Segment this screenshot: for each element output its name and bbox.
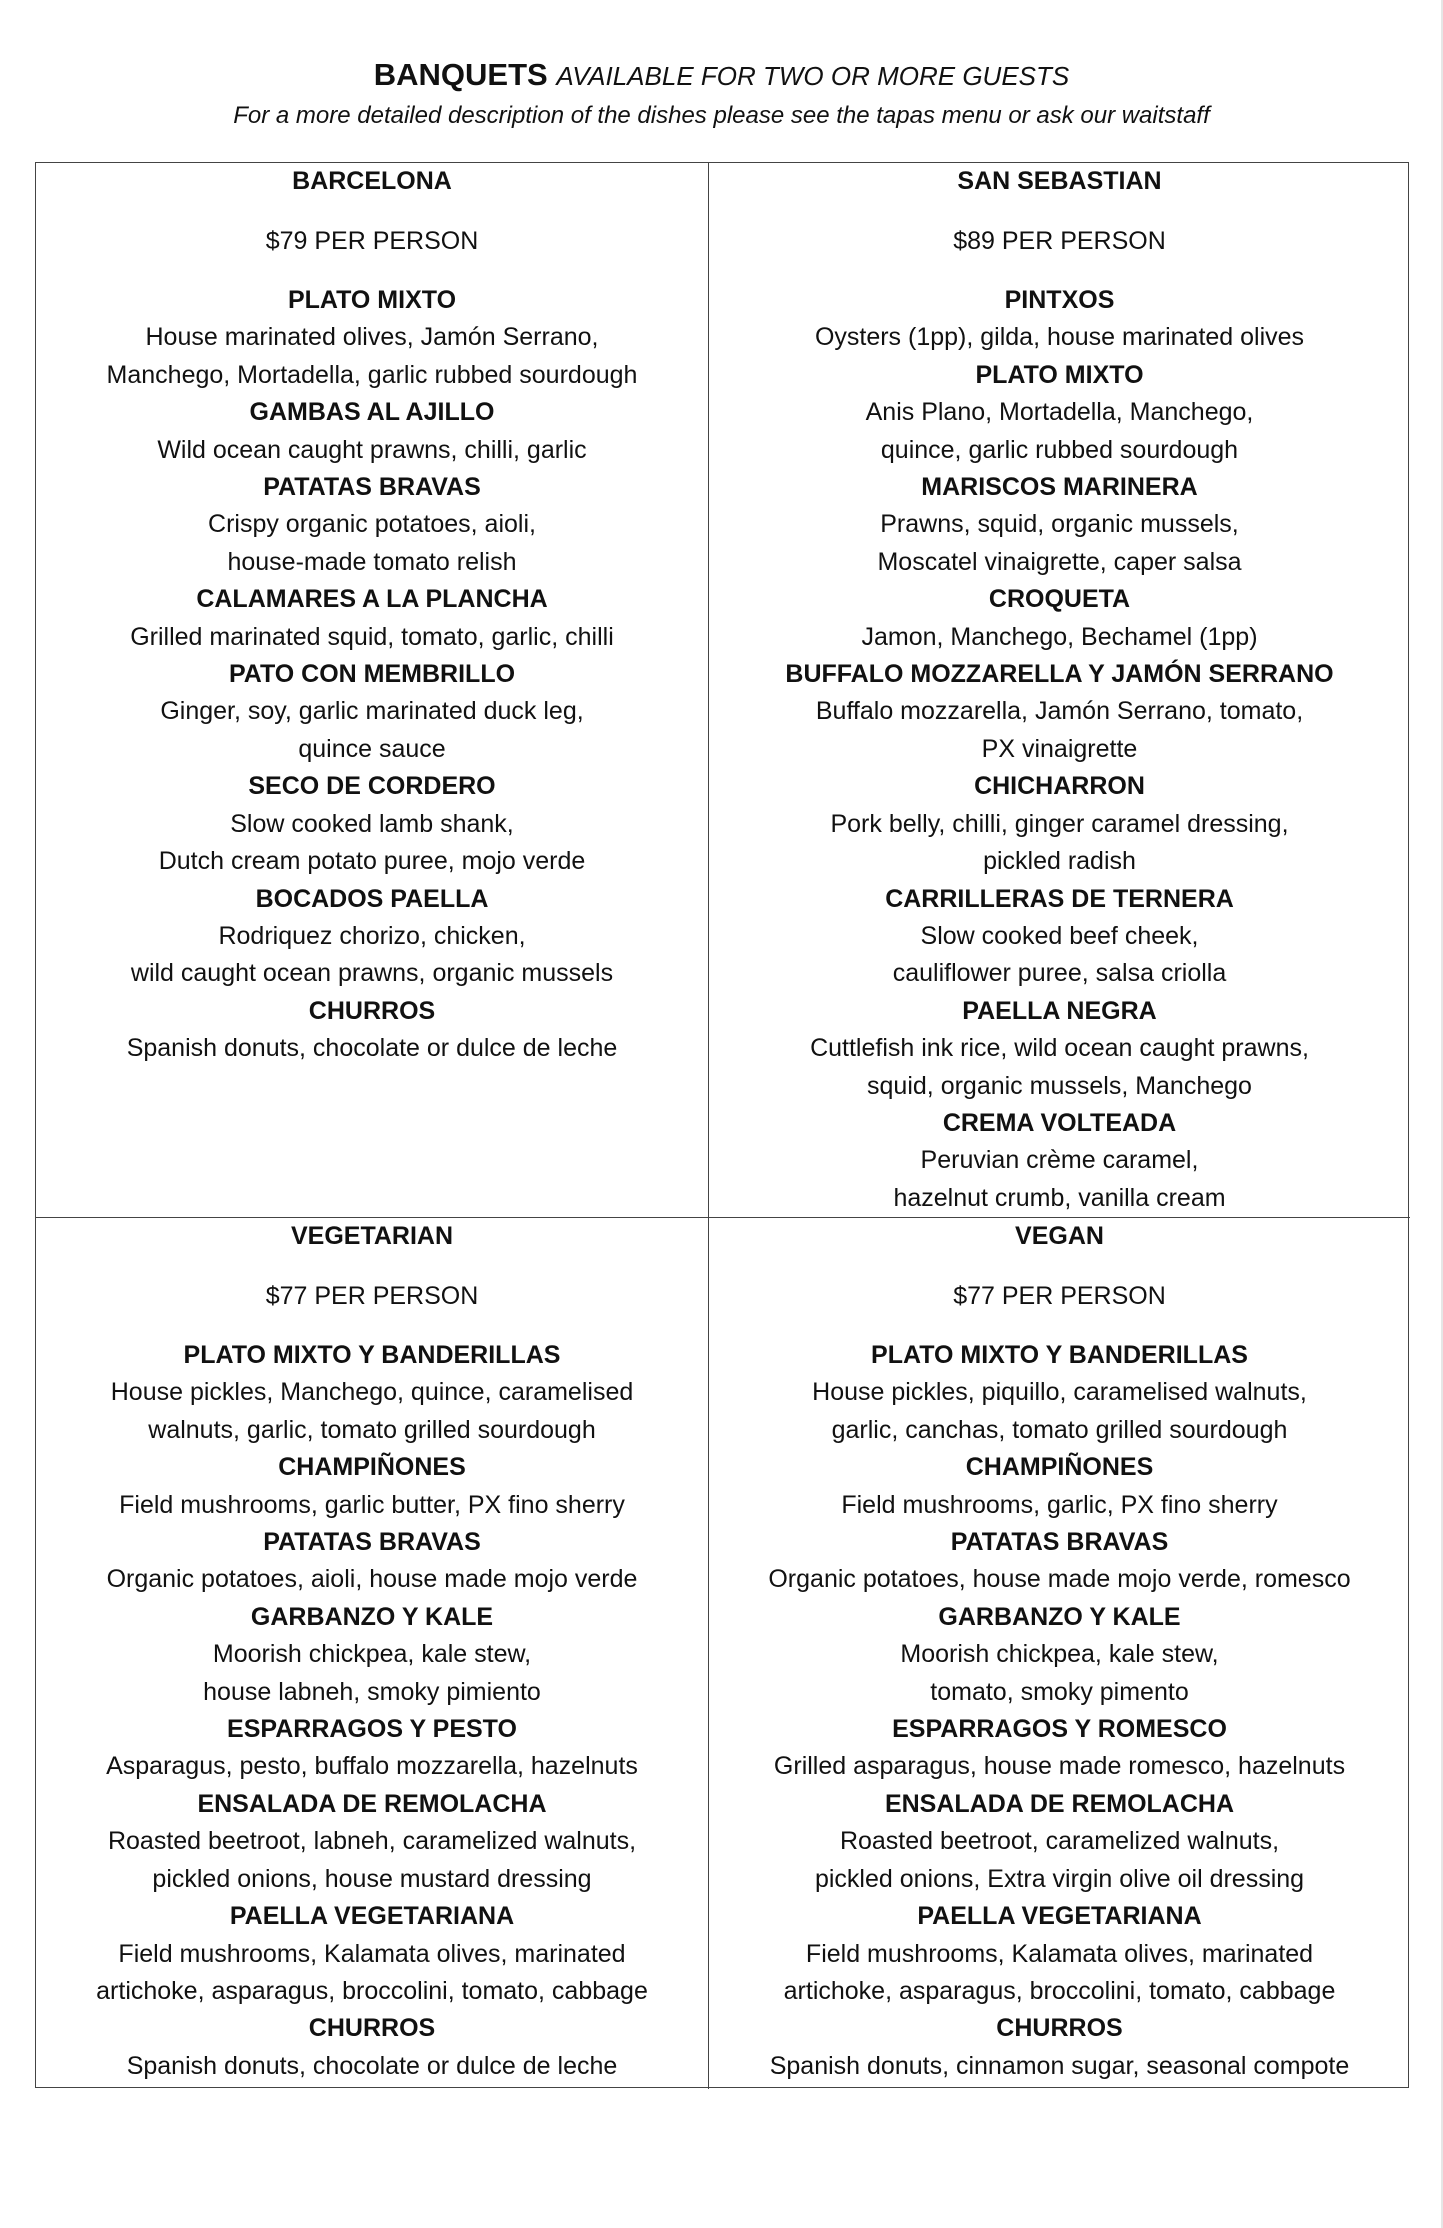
dish-description: Slow cooked beef cheek, (920, 921, 1199, 950)
dish-description: artichoke, asparagus, broccolini, tomato, cabbage (96, 1976, 648, 2005)
banquet-grid (35, 162, 1409, 2088)
dish-description: Crispy organic potatoes, aioli, (208, 510, 536, 539)
dish-description: Moorish chickpea, kale stew, (212, 1640, 532, 1669)
course-item (36, 1898, 708, 2010)
dish-description: Moorish chickpea, kale stew, (900, 1640, 1219, 1669)
course-item (36, 881, 708, 993)
course-item (36, 394, 708, 469)
course-item (709, 1337, 1410, 1449)
course-item (709, 282, 1410, 357)
dish-name: ENSALADA DE REMOLACHA (197, 1789, 547, 1818)
dish-name: CHURROS (308, 996, 436, 1025)
dish-name: PATATAS BRAVAS (950, 1528, 1169, 1557)
course-item (36, 282, 708, 394)
course-item (709, 1599, 1410, 1711)
banquet-price: $77 PER PERSON (953, 1282, 1166, 1310)
dish-description: Wild ocean caught prawns, chilli, garlic (157, 435, 587, 464)
banquet-price: $77 PER PERSON (265, 1282, 479, 1310)
dish-name: SECO DE CORDERO (248, 772, 496, 801)
banquet-price: $89 PER PERSON (953, 227, 1166, 255)
dish-description: Manchego, Mortadella, garlic rubbed sourdough (106, 360, 638, 389)
dish-description: pickled onions, Extra virgin olive oil dressing (814, 1864, 1305, 1893)
dish-description: House marinated olives, Jamón Serrano, (145, 323, 599, 352)
dish-description: squid, organic mussels, Manchego (867, 1071, 1252, 1100)
dish-description: Buffalo mozzarella, Jamón Serrano, tomato, (815, 697, 1304, 726)
dish-name: PLATO MIXTO (287, 286, 457, 314)
course-item (36, 469, 708, 581)
dish-description: Oysters (1pp), gilda, house marinated olives (814, 323, 1305, 352)
course-item (709, 1786, 1410, 1898)
dish-description: Rodriquez chorizo, chicken, (218, 921, 526, 950)
banquet-san-sebastian (709, 163, 1410, 1218)
dish-name: BUFFALO MOZZARELLA Y JAMÓN SERRANO (785, 660, 1334, 689)
dish-description: Organic potatoes, house made mojo verde, romesco (768, 1565, 1351, 1594)
dish-description: Anis Plano, Mortadella, Manchego, (865, 398, 1254, 427)
course-item (36, 1524, 708, 1599)
dish-name: CALAMARES A LA PLANCHA (196, 585, 548, 614)
dish-name: CHICHARRON (974, 772, 1145, 801)
dish-name: ENSALADA DE REMOLACHA (884, 1789, 1235, 1818)
dish-description: walnuts, garlic, tomato grilled sourdough (148, 1415, 596, 1444)
dish-description: quince, garlic rubbed sourdough (880, 435, 1239, 464)
dish-name: PATO CON MEMBRILLO (228, 660, 516, 689)
banquet-name: SAN SEBASTIAN (957, 167, 1162, 195)
dish-name: MARISCOS MARINERA (921, 473, 1198, 502)
course-item (709, 469, 1410, 581)
dish-description: Asparagus, pesto, buffalo mozzarella, hazelnuts (106, 1752, 638, 1781)
dish-description: House pickles, piquillo, caramelised walnuts, (812, 1378, 1307, 1407)
course-item (709, 881, 1410, 993)
menu-header (0, 55, 1443, 134)
dish-name: PAELLA VEGETARIANA (229, 1902, 515, 1931)
dish-description: Roasted beetroot, labneh, caramelized walnuts, (107, 1827, 637, 1856)
dish-description: tomato, smoky pimento (930, 1677, 1189, 1706)
dish-description: Spanish donuts, cinnamon sugar, seasonal compote (769, 2051, 1350, 2080)
dish-name: PINTXOS (1004, 286, 1115, 314)
dish-description: Moscatel vinaigrette, caper salsa (877, 547, 1242, 576)
dish-description: house-made tomato relish (227, 547, 517, 576)
course-item (709, 993, 1410, 1105)
dish-description: hazelnut crumb, vanilla cream (893, 1183, 1226, 1212)
course-item (709, 357, 1410, 469)
dish-description: Prawns, squid, organic mussels, (880, 510, 1239, 539)
dish-description: Grilled asparagus, house made romesco, hazelnuts (773, 1752, 1346, 1781)
dish-description: pickled radish (983, 847, 1136, 876)
course-item (36, 2010, 708, 2085)
dish-name: PAELLA VEGETARIANA (917, 1902, 1202, 1931)
menu-subtitle: For a more detailed description of the dishes please see the tapas menu or ask our waitstaff (233, 102, 1210, 129)
dish-description: pickled onions, house mustard dressing (152, 1864, 592, 1893)
dish-name: CARRILLERAS DE TERNERA (885, 884, 1234, 913)
course-item (36, 656, 708, 768)
banquet-vegan (709, 1218, 1410, 2089)
dish-description: Peruvian crème caramel, (920, 1146, 1199, 1175)
dish-name: GARBANZO Y KALE (250, 1602, 494, 1631)
course-item (36, 1449, 708, 1524)
dish-description: house labneh, smoky pimiento (203, 1677, 541, 1706)
dish-name: PATATAS BRAVAS (263, 1528, 481, 1557)
course-list (36, 1337, 708, 2085)
dish-description: Jamon, Manchego, Bechamel (1pp) (861, 622, 1258, 651)
dish-description: wild caught ocean prawns, organic mussels (130, 959, 614, 988)
course-item (36, 1711, 708, 1786)
dish-name: PLATO MIXTO (975, 360, 1144, 389)
dish-description: PX vinaigrette (981, 734, 1138, 763)
course-item (36, 993, 708, 1068)
course-item (36, 581, 708, 656)
dish-description: Field mushrooms, Kalamata olives, marinated (118, 1939, 626, 1968)
dish-description: Spanish donuts, chocolate or dulce de leche (126, 1034, 618, 1063)
dish-name: PAELLA NEGRA (962, 996, 1157, 1025)
dish-description: garlic, canchas, tomato grilled sourdough (831, 1415, 1288, 1444)
dish-description: Roasted beetroot, caramelized walnuts, (839, 1827, 1280, 1856)
dish-description: artichoke, asparagus, broccolini, tomato, cabbage (783, 1976, 1336, 2005)
banquet-price: $79 PER PERSON (265, 227, 479, 255)
course-item (36, 1337, 708, 1449)
course-item (36, 768, 708, 880)
course-item (709, 656, 1410, 768)
course-item (709, 2010, 1410, 2085)
dish-description: Field mushrooms, garlic, PX fino sherry (841, 1490, 1278, 1519)
dish-name: CHURROS (996, 2014, 1123, 2043)
banquet-name: BARCELONA (292, 167, 452, 195)
dish-name: CHAMPIÑONES (965, 1453, 1154, 1482)
dish-name: BOCADOS PAELLA (255, 884, 489, 913)
course-item (709, 1449, 1410, 1524)
banquet-name: VEGETARIAN (290, 1222, 454, 1250)
dish-description: Spanish donuts, chocolate or dulce de leche (126, 2051, 618, 2080)
banquet-vegetarian (36, 1218, 709, 2089)
dish-description: Grilled marinated squid, tomato, garlic, chilli (130, 622, 614, 651)
dish-description: cauliflower puree, salsa criolla (892, 959, 1227, 988)
course-item (36, 1786, 708, 1898)
title-note: AVAILABLE FOR TWO OR MORE GUESTS (556, 61, 1070, 91)
dish-name: PLATO MIXTO Y BANDERILLAS (871, 1341, 1248, 1369)
banquet-name: VEGAN (1015, 1222, 1104, 1250)
dish-description: Pork belly, chilli, ginger caramel dressing, (830, 809, 1289, 838)
course-list (709, 282, 1410, 1217)
dish-name: PATATAS BRAVAS (263, 473, 481, 502)
course-item (709, 768, 1410, 880)
course-item (709, 1524, 1410, 1599)
course-item (709, 1898, 1410, 2010)
dish-description: Dutch cream potato puree, mojo verde (158, 847, 586, 876)
title-main: BANQUETS (373, 57, 548, 92)
dish-name: CHAMPIÑONES (278, 1453, 466, 1482)
dish-description: House pickles, Manchego, quince, caramelised (110, 1378, 634, 1407)
banquet-barcelona (36, 163, 709, 1218)
dish-name: GAMBAS AL AJILLO (249, 398, 495, 427)
dish-description: quince sauce (298, 734, 446, 763)
course-item (709, 1711, 1410, 1786)
menu-title (0, 55, 1443, 96)
dish-description: Ginger, soy, garlic marinated duck leg, (160, 697, 584, 726)
dish-description: Cuttlefish ink rice, wild ocean caught prawns, (810, 1034, 1309, 1063)
course-item (709, 1105, 1410, 1217)
dish-name: GARBANZO Y KALE (938, 1602, 1181, 1631)
course-item (36, 1599, 708, 1711)
dish-name: CREMA VOLTEADA (942, 1108, 1177, 1137)
dish-description: Slow cooked lamb shank, (230, 809, 514, 838)
course-list (36, 282, 708, 1068)
dish-name: PLATO MIXTO Y BANDERILLAS (183, 1341, 561, 1369)
dish-description: Field mushrooms, Kalamata olives, marinated (805, 1939, 1314, 1968)
dish-name: ESPARRAGOS Y PESTO (227, 1715, 517, 1744)
dish-description: Field mushrooms, garlic butter, PX fino sherry (119, 1490, 625, 1519)
dish-name: CROQUETA (988, 585, 1131, 614)
dish-description: Organic potatoes, aioli, house made mojo verde (106, 1565, 638, 1594)
dish-name: CHURROS (308, 2014, 436, 2043)
course-list (709, 1337, 1410, 2085)
course-item (709, 581, 1410, 656)
dish-name: ESPARRAGOS Y ROMESCO (892, 1715, 1227, 1744)
